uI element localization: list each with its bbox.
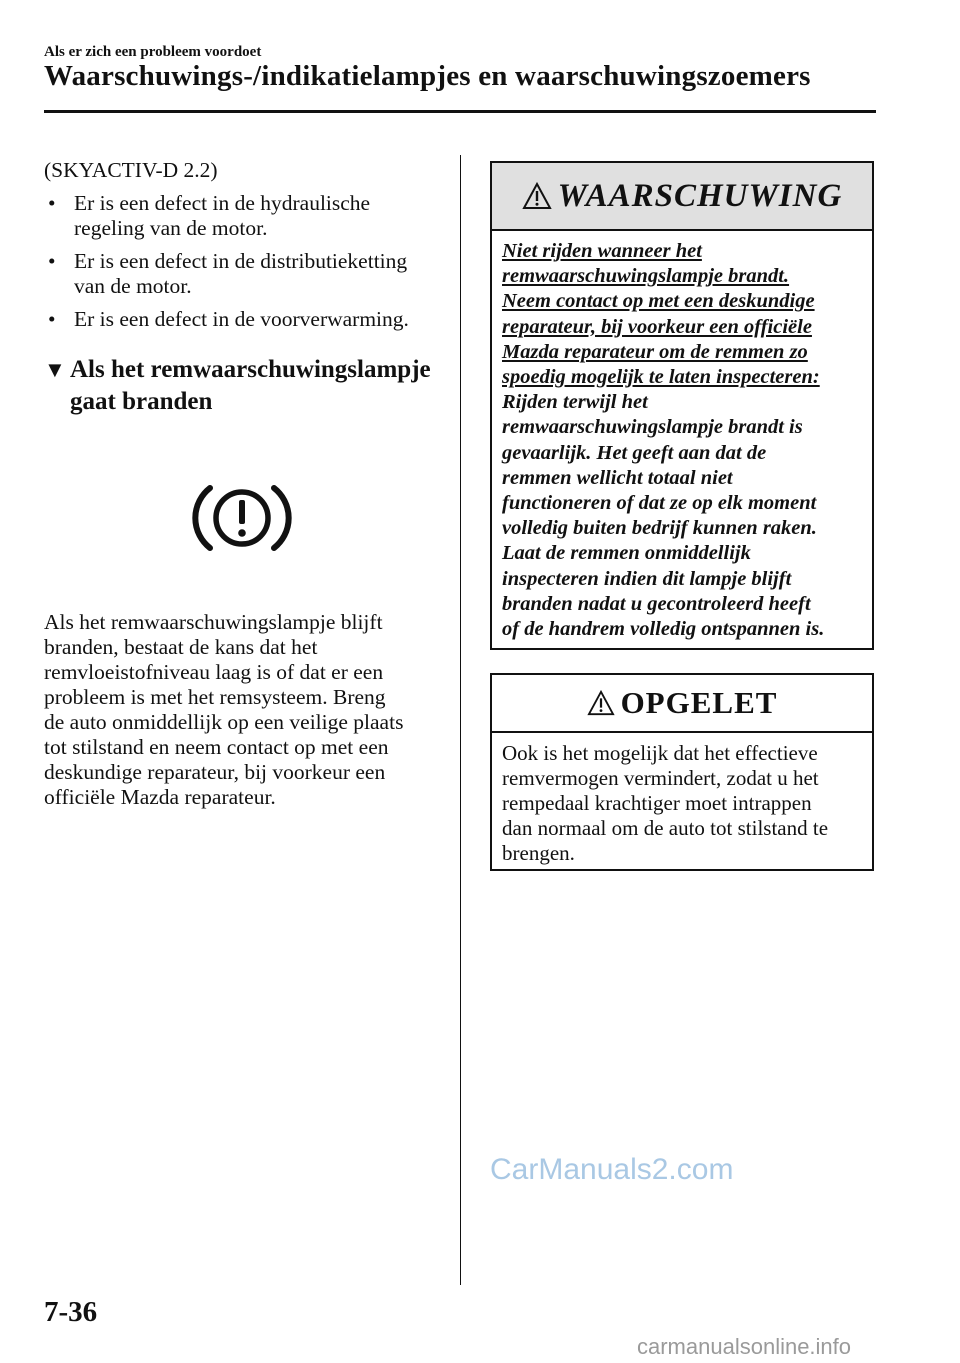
- warning-triangle-icon: [587, 690, 615, 716]
- warning-line: spoedig mogelijk te laten inspecteren:: [502, 366, 820, 389]
- bullet-text-line: regeling van de motor.: [74, 216, 268, 240]
- warning-box: [490, 161, 874, 650]
- caution-header: [492, 675, 872, 733]
- brake-warning-icon: [192, 478, 292, 558]
- section-heading: [44, 354, 444, 418]
- warning-line: gevaarlijk. Het geeft aan dat de: [502, 441, 767, 464]
- warning-line: inspecteren indien dit lampje blijft: [502, 567, 792, 590]
- section-heading-line: Als het remwaarschuwingslampje: [70, 356, 431, 383]
- paragraph-line: de auto onmiddellijk op een veilige plaats: [44, 710, 404, 734]
- page-number: 7-36: [44, 1296, 98, 1328]
- warning-header: [492, 163, 872, 231]
- triangle-down-icon: ▼: [44, 357, 66, 382]
- warning-line: volledig buiten bedrijf kunnen raken.: [502, 517, 817, 540]
- column-divider: [460, 155, 461, 1285]
- bullet-item: [44, 307, 444, 332]
- warning-line: Mazda reparateur om de remmen zo: [502, 340, 808, 363]
- warning-body: [492, 231, 872, 642]
- paragraph-line: remvloeistofniveau laag is of dat er een: [44, 660, 384, 684]
- paragraph-line: branden, bestaat de kans dat het: [44, 635, 318, 659]
- section-label: Als er zich een probleem voordoet: [44, 44, 262, 60]
- warning-line: remwaarschuwingslampje brandt.: [502, 265, 790, 288]
- watermark: CarManuals2.com: [490, 1153, 734, 1186]
- engine-subheading: (SKYACTIV-D 2.2): [44, 158, 218, 182]
- caution-line: rempedaal krachtiger moet intrappen: [502, 791, 812, 815]
- warning-line: Rijden terwijl het: [502, 391, 648, 414]
- caution-title: OPGELET: [620, 685, 778, 720]
- warning-title: WAARSCHUWING: [557, 177, 843, 214]
- section-heading-line: gaat branden: [70, 388, 213, 415]
- warning-line: Neem contact op met een deskundige: [502, 290, 815, 313]
- title-rule: [44, 110, 876, 113]
- caution-line: remvermogen vermindert, zodat u het: [502, 766, 819, 790]
- caution-box: [490, 673, 874, 871]
- paragraph-line: officiële Mazda reparateur.: [44, 785, 276, 809]
- paragraph-line: probleem is met het remsysteem. Breng: [44, 685, 386, 709]
- bullet-icon: •: [48, 191, 56, 215]
- caution-line: brengen.: [502, 841, 575, 865]
- bullet-text-line: Er is een defect in de voorverwarming.: [74, 307, 409, 331]
- bullet-text-line: Er is een defect in de distributieketting: [74, 249, 408, 273]
- bullet-text-line: van de motor.: [74, 274, 192, 298]
- warning-line: reparateur, bij voorkeur een officiële: [502, 315, 812, 338]
- warning-line: of de handrem volledig ontspannen is.: [502, 618, 825, 641]
- footer-watermark: carmanualsonline.info: [637, 1334, 852, 1359]
- page-title: Waarschuwings-/indikatielampjes en waarschuwingszoemers: [44, 60, 811, 92]
- warning-line: remmen wellicht totaal niet: [502, 466, 733, 489]
- caution-body: [492, 733, 872, 866]
- warning-triangle-icon: [522, 182, 552, 210]
- bullet-item: [44, 191, 444, 241]
- brake-lamp-paragraph: [44, 610, 444, 810]
- warning-line: Niet rijden wanneer het: [502, 240, 702, 262]
- left-column: [44, 158, 444, 810]
- paragraph-line: tot stilstand en neem contact op met een: [44, 735, 389, 759]
- warning-line: functioneren of dat ze op elk moment: [502, 492, 817, 515]
- bullet-text-line: Er is een defect in de hydraulische: [74, 191, 371, 215]
- bullet-icon: •: [48, 307, 56, 331]
- paragraph-line: Als het remwaarschuwingslampje blijft: [44, 610, 383, 634]
- caution-line: dan normaal om de auto tot stilstand te: [502, 816, 829, 840]
- bullet-item: [44, 249, 444, 299]
- caution-line: Ook is het mogelijk dat het effectieve: [502, 741, 818, 765]
- paragraph-line: deskundige reparateur, bij voorkeur een: [44, 760, 386, 784]
- bullet-icon: •: [48, 249, 56, 273]
- warning-line: Laat de remmen onmiddellijk: [502, 542, 751, 565]
- warning-line: branden nadat u gecontroleerd heeft: [502, 592, 811, 615]
- warning-line: remwaarschuwingslampje brandt is: [502, 416, 803, 439]
